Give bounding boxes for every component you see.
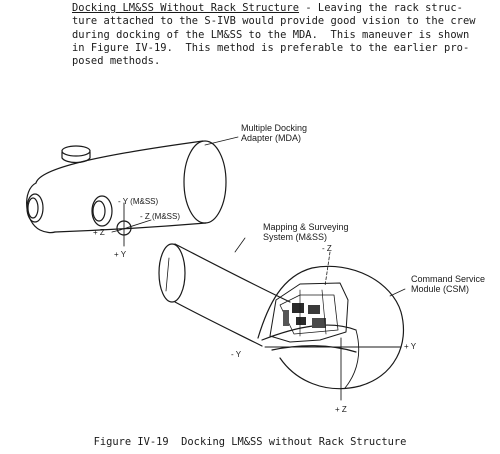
mss-cylinder — [159, 244, 290, 346]
mda-cylinder — [27, 141, 226, 246]
label-mda-neg-y: - Y (M&SS) — [118, 197, 159, 206]
paragraph-line-3: during docking of the LM&SS to the MDA. This maneuver is shown — [72, 28, 470, 41]
mss-front-face — [159, 244, 185, 302]
mss-body-top — [175, 244, 290, 302]
csm-hatch-dark-2 — [308, 305, 320, 314]
label-csm-line-1: Command Service — [411, 274, 486, 284]
mda-near-end — [27, 183, 55, 233]
csm-hatch-dark-4 — [312, 318, 326, 328]
paragraph-line-1-rest: - Leaving the rack struc- — [299, 2, 463, 14]
label-mda-pos-y: + Y — [114, 250, 127, 259]
mda-body-top — [36, 141, 203, 183]
csm-hatch-dark-3 — [296, 317, 306, 325]
paragraph-line-4: in Figure IV-19. This method is preferable to the earlier pro- — [72, 41, 470, 54]
label-mda-pos-z: + Z — [93, 228, 105, 237]
mda-end-cap — [184, 141, 226, 223]
label-mss-line-1: Mapping & Surveying — [263, 222, 349, 232]
mss-face-detail — [166, 258, 169, 291]
mss-leader-line — [235, 238, 245, 252]
label-csm-pos-y: + Y — [404, 342, 417, 351]
csm-dome-arc — [345, 330, 359, 388]
csm-hatch-dark-5 — [283, 310, 289, 326]
label-mss-line-2: System (M&SS) — [263, 232, 328, 242]
mda-leader-line — [205, 137, 238, 145]
csm-outline — [258, 266, 403, 388]
csm-hatch-dark-1 — [292, 303, 304, 313]
mda-side-port-inner — [93, 201, 105, 221]
paragraph-lead-in: Docking LM&SS Without Rack Structure — [72, 2, 300, 14]
mda-top-hatch — [62, 146, 90, 156]
label-mda-neg-z: - Z (M&SS) — [140, 212, 180, 221]
mda-top-hatch-side — [62, 152, 90, 163]
mda-side-port-outer — [92, 196, 112, 226]
label-csm-pos-z: + Z — [335, 405, 347, 414]
paragraph-line-2: ture attached to the S-IVB would provide good vision to the crew — [72, 15, 476, 28]
figure-caption: Figure IV-19 Docking LM&SS without Rack Structure — [93, 436, 407, 448]
label-csm-neg-y: - Y — [231, 350, 242, 359]
mda-axis-z-neg — [112, 230, 120, 232]
label-mda-line-2: Adapter (MDA) — [241, 133, 302, 143]
label-mss-neg-z: - Z — [322, 244, 332, 253]
label-mda-line-1: Multiple Docking — [241, 123, 308, 133]
mss-neg-z-axis — [325, 252, 330, 286]
csm-dome — [258, 252, 403, 400]
mda-left-port-inner — [28, 198, 38, 218]
csm-leader-line — [390, 289, 405, 296]
figure-labels — [93, 123, 485, 414]
label-csm-line-2: Module (CSM) — [411, 284, 470, 294]
mss-body-bottom — [175, 302, 262, 346]
paragraph-line-5: posed methods. — [72, 55, 161, 68]
